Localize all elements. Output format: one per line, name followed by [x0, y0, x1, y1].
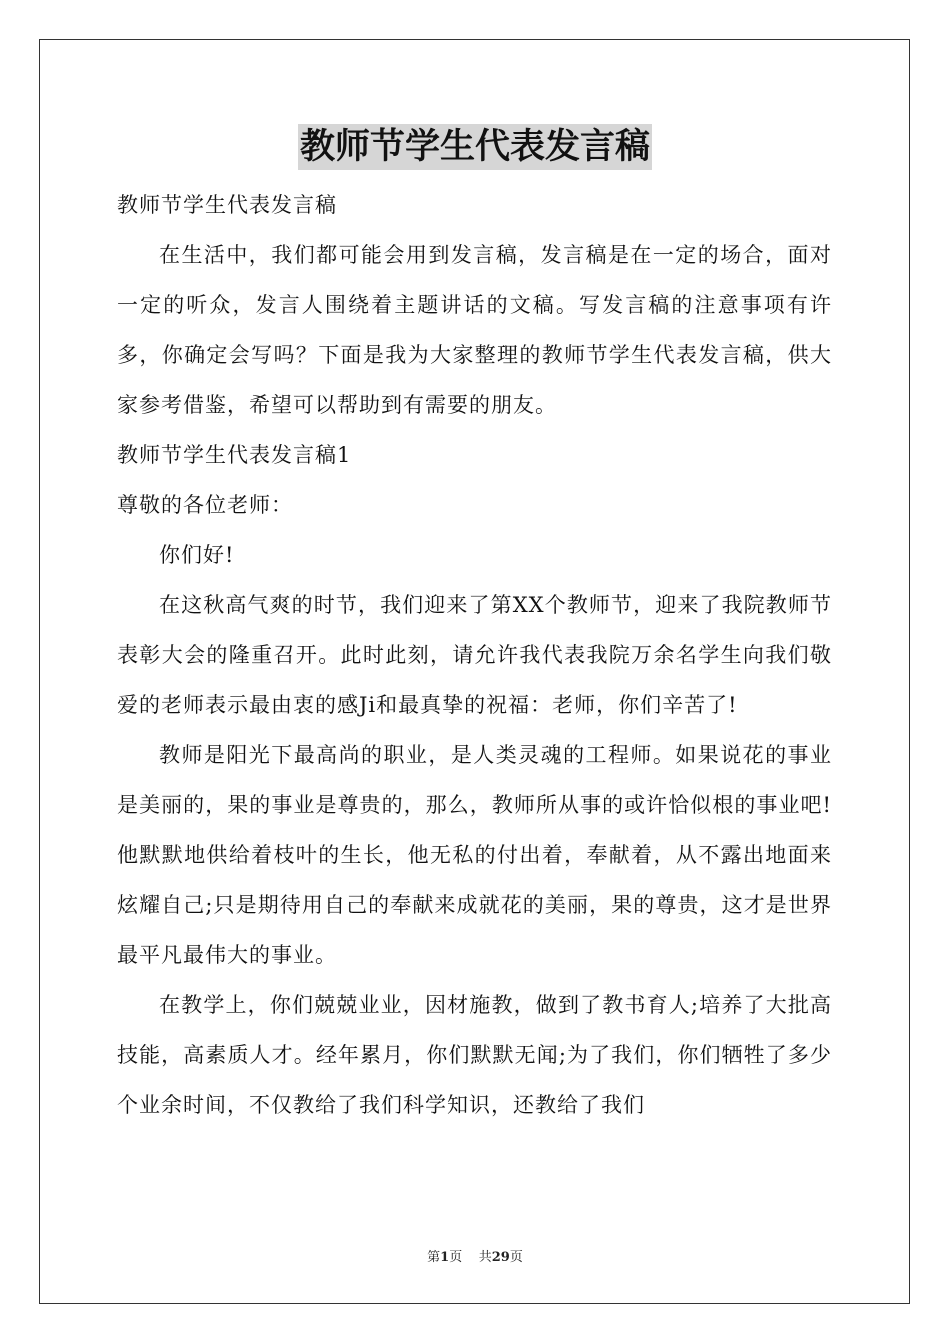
paragraph: 教师是阳光下最高尚的职业，是人类灵魂的工程师。如果说花的事业是美丽的，果的事业是尊贵的，那么，教师所从事的或许恰似根的事业吧!他默默地供给着枝叶的生长，他无私的付出着，奉献着，从不露出地面来炫耀自己;只是期待用自己的奉献来成就花的美丽，果的尊贵，这才是世界最平凡最伟大的事业。	[117, 743, 832, 967]
paragraph: 在生活中，我们都可能会用到发言稿，发言稿是在一定的场合，面对一定的听众，发言人围绕着主题讲话的文稿。写发言稿的注意事项有许多，你确定会写吗？下面是我为大家整理的教师节学生代表发言稿，供大家参考借鉴，希望可以帮助到有需要的朋友。	[117, 243, 832, 417]
total-prefix: 共	[478, 1250, 492, 1265]
page-footer	[0, 1246, 950, 1265]
title-container	[0, 124, 950, 170]
paragraph: 教师节学生代表发言稿	[117, 193, 337, 217]
page-prefix: 第	[427, 1250, 441, 1265]
document-title: 教师节学生代表发言稿	[298, 124, 652, 170]
greeting: 你们好!	[159, 543, 235, 567]
section-heading: 教师节学生代表发言稿1	[117, 443, 352, 467]
page-suffix: 页	[449, 1250, 463, 1265]
document-body	[117, 180, 832, 1130]
paragraph: 在教学上，你们兢兢业业，因材施教，做到了教书育人;培养了大批高技能，高素质人才。经年累月，你们默默无闻;为了我们，你们牺牲了多少个业余时间，不仅教给了我们科学知识，还教给了我们	[117, 993, 832, 1117]
salutation: 尊敬的各位老师：	[117, 493, 293, 517]
total-pages: 29	[491, 1250, 510, 1265]
total-suffix: 页	[509, 1250, 523, 1265]
page-number: 1	[440, 1250, 450, 1265]
paragraph: 在这秋高气爽的时节，我们迎来了第XX个教师节，迎来了我院教师节表彰大会的隆重召开。此时此刻，请允许我代表我院万余名学生向我们敬爱的老师表示最由衷的感Ji和最真挚的祝福：老师，你们辛苦了!	[117, 593, 832, 717]
